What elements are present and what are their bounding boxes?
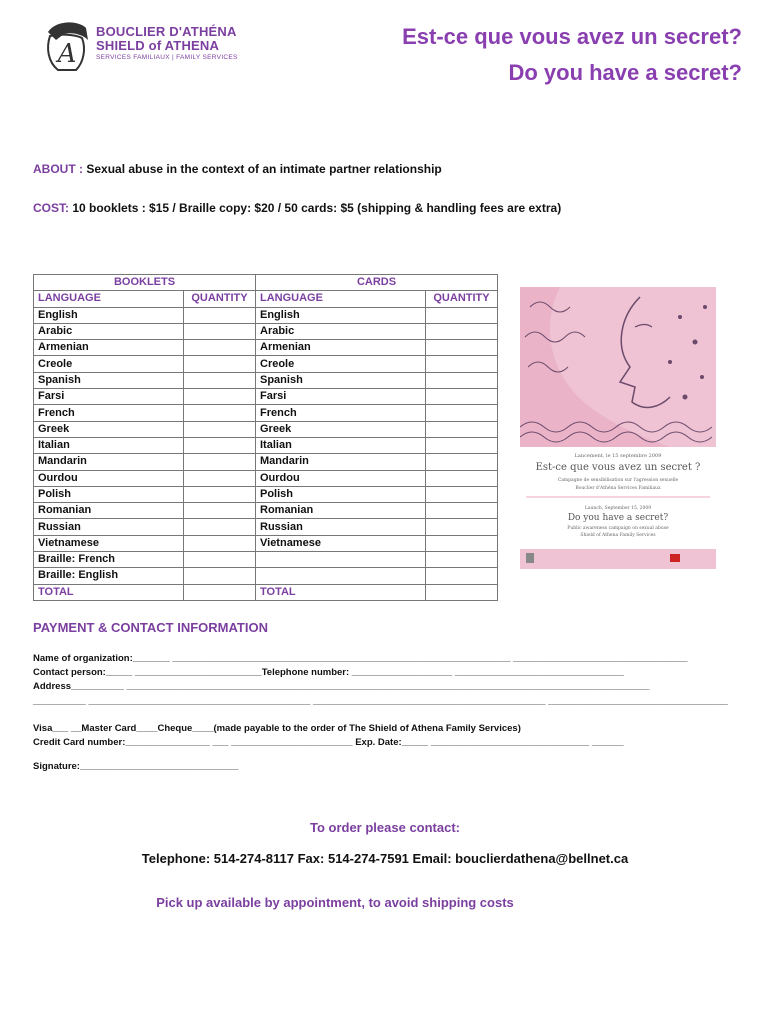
card-language-cell (256, 552, 426, 568)
booklet-language-cell: Russian (34, 519, 184, 535)
booklet-language-cell: Arabic (34, 323, 184, 339)
booklet-quantity-input[interactable] (184, 470, 256, 486)
poster-date-english: Launch, September 15, 2009 (584, 506, 652, 511)
booklet-quantity-input[interactable] (184, 356, 256, 372)
card-quantity-input[interactable] (426, 437, 498, 453)
campaign-poster-image (520, 287, 716, 569)
card-quantity-input[interactable] (426, 340, 498, 356)
table-header-row (34, 275, 498, 291)
booklet-quantity-input[interactable] (184, 307, 256, 323)
booklet-language-cell: Farsi (34, 389, 184, 405)
about-label: ABOUT : (33, 162, 83, 176)
booklet-language-cell: Creole (34, 356, 184, 372)
card-language-cell: Spanish (256, 372, 426, 388)
table-row (34, 486, 498, 502)
booklet-language-cell: Mandarin (34, 454, 184, 470)
poster-title-french: Est-ce que vous avez un secret ? (535, 462, 701, 473)
poster-title-english: Do you have a secret? (567, 513, 669, 523)
booklet-quantity-header: QUANTITY (184, 291, 256, 307)
card-language-cell: Creole (256, 356, 426, 372)
card-language-cell: Russian (256, 519, 426, 535)
table-row (34, 340, 498, 356)
table-row (34, 323, 498, 339)
booklet-quantity-input[interactable] (184, 340, 256, 356)
cards-header: CARDS (256, 275, 498, 291)
booklet-language-cell: English (34, 307, 184, 323)
booklet-quantity-input[interactable] (184, 454, 256, 470)
card-language-cell: Vietnamese (256, 535, 426, 551)
table-subheader-row (34, 291, 498, 307)
table-row (34, 503, 498, 519)
table-row (34, 389, 498, 405)
headline-french: Est-ce que vous avez un secret? (402, 24, 742, 49)
card-language-cell: Romanian (256, 503, 426, 519)
poster-date-french: Lancement, le 15 septembre 2009 (574, 453, 662, 459)
poster-subtitle-french: Campagne de sensibilisation sur l'agression sexuelle (557, 478, 679, 483)
logo-tagline: SERVICES FAMILIAUX | FAMILY SERVICES (96, 54, 238, 61)
card-quantity-input[interactable] (426, 503, 498, 519)
booklet-quantity-input[interactable] (184, 552, 256, 568)
booklet-language-cell: Ourdou (34, 470, 184, 486)
booklet-language-cell: French (34, 405, 184, 421)
card-total-label: TOTAL (256, 584, 426, 600)
booklet-language-cell: Armenian (34, 340, 184, 356)
athena-helmet-icon (42, 18, 92, 74)
booklet-quantity-input[interactable] (184, 486, 256, 502)
card-quantity-input[interactable] (426, 519, 498, 535)
card-total-input[interactable] (426, 584, 498, 600)
contact-details: Telephone: 514-274-8117 Fax: 514-274-7591 Email: bouclierdathena@bellnet.ca (141, 851, 629, 866)
card-quantity-header: QUANTITY (426, 291, 498, 307)
logo-line-french: BOUCLIER D'ATHÉNA (96, 24, 237, 39)
booklet-quantity-input[interactable] (184, 437, 256, 453)
booklet-language-cell: Italian (34, 437, 184, 453)
payment-section-title: PAYMENT & CONTACT INFORMATION (33, 620, 268, 635)
poster-org-french: Bouclier d'Athéna Services Familiaux (575, 486, 661, 491)
card-language-cell: Italian (256, 437, 426, 453)
card-language-header: LANGUAGE (256, 291, 426, 307)
order-table (33, 274, 498, 601)
booklet-language-header: LANGUAGE (34, 291, 184, 307)
credit-card-field[interactable]: Credit Card number:________________ ___ _______________________ Exp. Date:_____ ______________________________ ______ (33, 737, 624, 748)
card-quantity-input[interactable] (426, 535, 498, 551)
booklet-language-cell: Spanish (34, 372, 184, 388)
card-quantity-input[interactable] (426, 356, 498, 372)
table-row (34, 421, 498, 437)
card-language-cell: Mandarin (256, 454, 426, 470)
card-language-cell (256, 568, 426, 584)
table-row (34, 307, 498, 323)
organization-name-field[interactable]: Name of organization:_______ ________________________________________________________________ _________________________________ (33, 653, 688, 664)
payment-method-field[interactable]: Visa___ __Master Card____Cheque____(made payable to the order of The Shield of Athena Family Services) (33, 723, 521, 734)
card-language-cell: Greek (256, 421, 426, 437)
logo-line-english: SHIELD of ATHENA (96, 38, 220, 53)
poster-subtitle-english: Public awareness campaign on sexual abuse (567, 526, 669, 531)
booklet-total-label: TOTAL (34, 584, 184, 600)
poster-org-english: Shield of Athena Family Services (580, 533, 656, 538)
booklet-quantity-input[interactable] (184, 405, 256, 421)
card-language-cell: Polish (256, 486, 426, 502)
table-row (34, 454, 498, 470)
card-language-cell: Ourdou (256, 470, 426, 486)
booklets-header: BOOKLETS (34, 275, 256, 291)
table-row (34, 519, 498, 535)
svg-text:A: A (57, 39, 77, 69)
booklet-total-input[interactable] (184, 584, 256, 600)
table-row (34, 437, 498, 453)
card-language-cell: English (256, 307, 426, 323)
contact-person-field[interactable]: Contact person:_____ ________________________Telephone number: ___________________ ________________________________ (33, 667, 624, 678)
booklet-language-cell: Greek (34, 421, 184, 437)
booklet-quantity-input[interactable] (184, 389, 256, 405)
organization-logo (42, 18, 242, 74)
card-language-cell: Farsi (256, 389, 426, 405)
card-quantity-input[interactable] (426, 454, 498, 470)
table-row (34, 372, 498, 388)
card-quantity-input[interactable] (426, 323, 498, 339)
booklet-language-cell: Polish (34, 486, 184, 502)
table-row (34, 405, 498, 421)
table-total-row (34, 584, 498, 600)
signature-field[interactable]: Signature:______________________________ (33, 761, 239, 772)
booklet-quantity-input[interactable] (184, 568, 256, 584)
booklet-quantity-input[interactable] (184, 323, 256, 339)
booklet-quantity-input[interactable] (184, 535, 256, 551)
card-quantity-input[interactable] (426, 470, 498, 486)
about-text: Sexual abuse in the context of an intimate partner relationship (86, 162, 442, 176)
card-language-cell: Armenian (256, 340, 426, 356)
booklet-quantity-input[interactable] (184, 519, 256, 535)
cost-label: COST: (33, 201, 69, 215)
table-row (34, 568, 498, 584)
card-quantity-input[interactable] (426, 421, 498, 437)
table-row (34, 470, 498, 486)
booklet-quantity-input[interactable] (184, 421, 256, 437)
table-row (34, 535, 498, 551)
about-line (33, 162, 442, 176)
card-language-cell: French (256, 405, 426, 421)
booklet-language-cell: Braille: English (34, 568, 184, 584)
pickup-note: Pick up available by appointment, to avoid shipping costs (156, 895, 514, 910)
booklet-quantity-input[interactable] (184, 503, 256, 519)
address-continuation-field[interactable]: __________ __________________________________________ ____________________________________________ __________________________________ (33, 696, 728, 707)
booklet-language-cell: Romanian (34, 503, 184, 519)
card-quantity-input[interactable] (426, 405, 498, 421)
card-quantity-input[interactable] (426, 372, 498, 388)
booklet-language-cell: Vietnamese (34, 535, 184, 551)
table-row (34, 356, 498, 372)
booklet-language-cell: Braille: French (34, 552, 184, 568)
cost-line (33, 201, 561, 215)
address-field[interactable]: Address__________ ___________________________________________________________________________________________________ (33, 681, 650, 692)
headline-english: Do you have a secret? (508, 60, 742, 85)
booklet-quantity-input[interactable] (184, 372, 256, 388)
table-row (34, 552, 498, 568)
card-quantity-input[interactable] (426, 552, 498, 568)
card-quantity-input[interactable] (426, 389, 498, 405)
card-quantity-input[interactable] (426, 307, 498, 323)
card-quantity-input[interactable] (426, 568, 498, 584)
card-quantity-input[interactable] (426, 486, 498, 502)
card-language-cell: Arabic (256, 323, 426, 339)
order-contact-heading: To order please contact: (309, 820, 460, 835)
cost-text: 10 booklets : $15 / Braille copy: $20 / 50 cards: $5 (shipping & handling fees are extra) (72, 201, 562, 215)
